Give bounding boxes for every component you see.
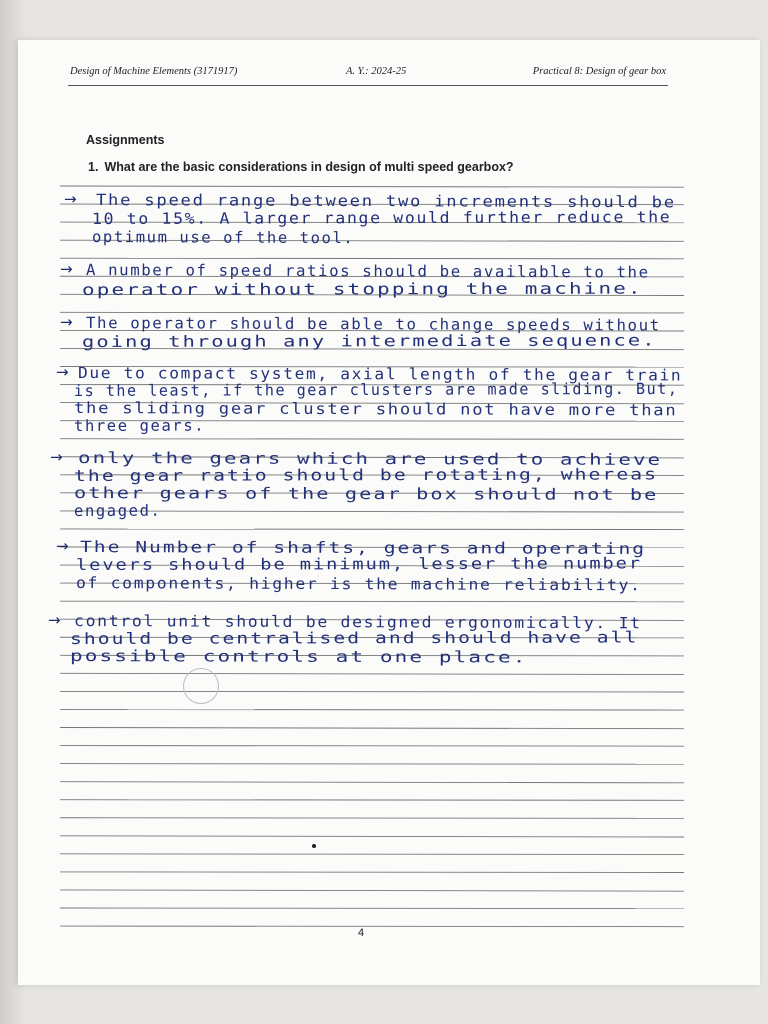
answer-line: the gear ratio should be rotating, whereas: [73, 464, 659, 485]
bullet-arrow-icon: →: [48, 611, 61, 629]
section-title: Assignments: [86, 133, 165, 147]
question-text: What are the basic considerations in design of multi speed gearbox?: [104, 160, 514, 174]
ink-dot-mark: [312, 844, 316, 848]
answer-line: optimum use of the tool.: [91, 228, 355, 248]
bullet-arrow-icon: →: [56, 537, 69, 555]
answer-line: The speed range between two increments should be: [95, 191, 676, 212]
answer-line: other gears of the gear box should not be: [73, 484, 659, 504]
answer-line: three gears.: [73, 416, 206, 435]
answer-line: going through any intermediate sequence.: [81, 331, 657, 351]
answer-line: should be centralised and should have all: [69, 627, 639, 648]
practical-title: Practical 8: Design of gear box: [532, 66, 666, 77]
bullet-arrow-icon: →: [60, 313, 73, 331]
answer-line: control unit should be designed ergonomically. It: [73, 612, 642, 633]
page-number: 4: [358, 927, 365, 939]
question-number: 1.: [88, 160, 99, 174]
answer-line: engaged.: [73, 501, 162, 520]
academic-year: A. Y.: 2024-25: [346, 66, 407, 77]
bullet-arrow-icon: →: [60, 260, 73, 278]
answer-line: only the gears which are used to achieve: [77, 449, 663, 469]
bullet-arrow-icon: →: [50, 448, 63, 466]
answer-line: operator without stopping the machine.: [81, 279, 643, 299]
answer-line: the sliding gear cluster should not have more than: [73, 399, 678, 420]
answer-line: The Number of shafts, gears and operating: [79, 538, 647, 558]
bullet-arrow-icon: →: [56, 363, 69, 381]
answer-line: is the least, if the gear clusters are made sliding. But,: [73, 379, 679, 400]
answer-line: levers should be minimum, lesser the number: [75, 554, 643, 574]
pencil-circle-mark: [183, 668, 219, 704]
answer-line: Due to compact system, axial length of the gear train: [77, 364, 683, 385]
bullet-arrow-icon: →: [64, 190, 77, 208]
answer-line: 10 to 15%. A larger range would further reduce the: [91, 207, 672, 228]
answer-line: possible controls at one place.: [69, 647, 528, 667]
answer-line: The operator should be able to change speeds without: [85, 314, 661, 335]
answer-line: of components, higher is the machine reliability.: [75, 574, 642, 595]
course-title: Design of Machine Elements (3171917): [70, 66, 238, 77]
answer-line: A number of speed ratios should be available to the: [85, 261, 650, 282]
